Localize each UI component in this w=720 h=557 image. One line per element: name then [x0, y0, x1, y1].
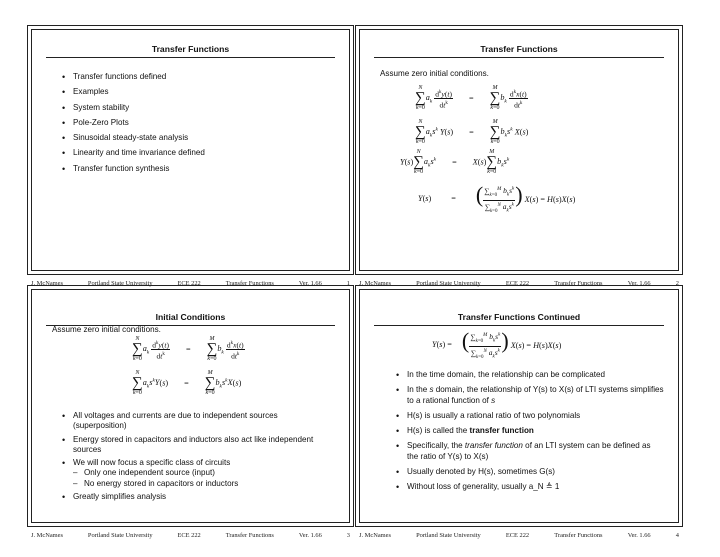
slide-footer: J. McNames Portland State University ECE 222 Transfer Functions Ver. 1.66 1: [31, 280, 350, 287]
page-number: 1: [346, 280, 350, 287]
list-item: • H(s) is usually a rational ratio of two polynomials: [396, 411, 664, 421]
slide-frame: [31, 29, 350, 271]
page-number: 2: [675, 280, 679, 287]
slide-footer: J. McNames Portland State University ECE 222 Transfer Functions Ver. 1.66 4: [359, 532, 679, 539]
list-item: • In the time domain, the relationship can be complicated: [396, 370, 664, 380]
list-item: • H(s) is called the transfer function: [396, 426, 664, 436]
list-item: • Transfer function synthesis: [62, 164, 205, 174]
slide-footer: J. McNames Portland State University ECE 222 Transfer Functions Ver. 1.66 2: [359, 280, 679, 287]
title-rule: [374, 57, 664, 58]
equation: N ∑ k=0 $a_k$ $\frac{d^ky(t)}{dt^k}$ = M ∑ k=0 $b_k$ $\frac{d^kx(t)}{dt^k}$: [132, 336, 244, 362]
slide-1: [27, 25, 354, 287]
list-item: • Examples: [62, 87, 205, 97]
slide-title: Transfer Functions: [480, 44, 558, 54]
slide-4: [355, 285, 683, 539]
list-item: – No energy stored in capacitors or inductors: [73, 479, 317, 489]
slide-frame: [359, 29, 679, 271]
equation: N ∑ k=0 $a_k$ $\frac{d^ky(t)}{dt^k}$ = M ∑ k=0 $b_k$ $\frac{d^kx(t)}{dt^k}$: [415, 85, 527, 111]
equation: Y(s) = ( $\frac{\sum_{k=0}^M b_ks^k}{\sum_{k=0}^N a_ks^k}$ ) X(s) = H(s)X(s): [432, 328, 562, 360]
list-item: • Sinusoidal steady-state analysis: [62, 133, 205, 143]
page-number: 4: [675, 532, 679, 539]
slide-title: Transfer Functions Continued: [457, 312, 581, 322]
page-number: 3: [346, 532, 350, 539]
slide-footer: J. McNames Portland State University ECE 222 Transfer Functions Ver. 1.66 3: [31, 532, 350, 539]
intro-text: Assume zero initial conditions.: [380, 69, 489, 78]
equation: N ∑ k=0 $a_ks^k$ Y(s) = M ∑ k=0 $b_ks^k$ X(s): [415, 119, 529, 145]
list-item: – Only one independent source (input): [73, 468, 317, 478]
list-item: • In the s domain, the relationship of Y(s) to X(s) of LTI systems simplifies to a rational function of s: [396, 385, 664, 406]
bullet-list: [396, 370, 664, 493]
title-rule: [374, 325, 664, 326]
slide-3: [27, 285, 354, 539]
equation: Y(s) N ∑ k=0 $a_ks^k$ = X(s) M ∑ k=0 $b_ks^k$: [400, 149, 510, 175]
sub-list: [73, 468, 317, 489]
title-rule: [46, 57, 335, 58]
list-item: • We will now focus a specific class of circuits – Only one independent source (input) – No energy stored in capacitors or inductors: [62, 458, 317, 489]
slide-title: Initial Conditions: [155, 312, 226, 322]
equation: Y(s) = ( $\frac{\sum_{k=0}^M b_ks^k}{\sum_{k=0}^N a_ks^k}$ ) X(s) = H(s)X(s): [418, 182, 576, 214]
list-item: • All voltages and currents are due to independent sources (superposition): [62, 411, 317, 432]
bullet-list: [62, 72, 205, 179]
list-item: • Transfer functions defined: [62, 72, 205, 82]
list-item: • Specifically, the transfer function of an LTI system can be defined as the ratio of Y(s) to X(s): [396, 441, 664, 462]
intro-text: Assume zero initial conditions.: [52, 325, 161, 334]
list-item: • System stability: [62, 103, 205, 113]
slide-2: [355, 25, 683, 287]
slide-title: Transfer Functions: [151, 44, 230, 54]
slide-frame: [31, 289, 350, 523]
equation: N ∑ k=0 $a_ks^kY(s)$ = M ∑ k=0 $b_ks^kX(s)$: [132, 370, 242, 396]
slide-frame: [359, 289, 679, 523]
list-item: • Greatly simplifies analysis: [62, 492, 317, 502]
list-item: • Linearity and time invariance defined: [62, 148, 205, 158]
list-item: • Usually denoted by H(s), sometimes G(s): [396, 467, 664, 477]
bullet-list: [62, 411, 317, 502]
list-item: • Pole-Zero Plots: [62, 118, 205, 128]
list-item: • Energy stored in capacitors and inductors also act like independent sources: [62, 435, 317, 456]
list-item: • Without loss of generality, usually a_N ≜ 1: [396, 482, 664, 492]
